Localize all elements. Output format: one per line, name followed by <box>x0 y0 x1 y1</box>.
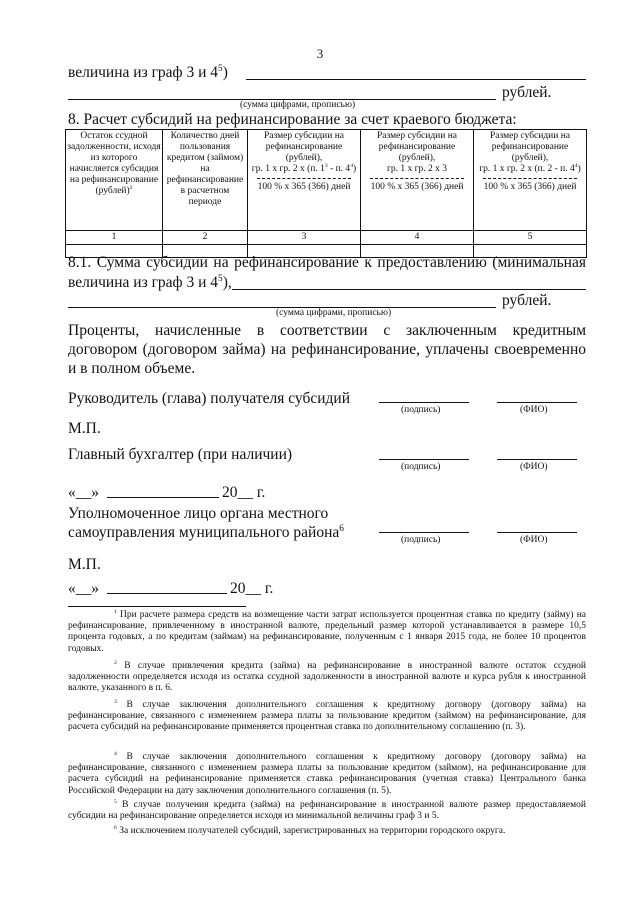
amount-hint: (сумма цифрами, прописью) <box>240 100 356 110</box>
authorized-label-1: Уполномоченное лицо органа местного <box>68 505 329 522</box>
name-hint: (ФИО) <box>520 462 548 472</box>
name-hint: (ФИО) <box>520 405 548 415</box>
table-header-cell: Размер субсидии на рефинансирование (рублей), гр. 1 х гр. 2 х 3 100 % х 365 (366) дней <box>361 130 474 231</box>
table-header-cell: Размер субсидии на рефинансирование (рублей), гр. 1 х гр. 2 х (п. 2 - п. $4^4$) 100 % х 365 (366) дней <box>474 130 587 231</box>
subsidy-table <box>65 129 587 258</box>
signature-hint: (подпись) <box>401 462 441 472</box>
accountant-label: Главный бухгалтер (при наличии) <box>68 446 293 463</box>
authorized-name-line[interactable] <box>497 532 577 533</box>
column-number: 1 <box>66 231 163 245</box>
footnote-4: $^4$ В случае заключения дополнительного соглашения к кредитному договору (договору займа) на рефинансирование, связанного с изменением размера платы за пользование кредитом (займом), на рефинансирование для расчета субсидий на рефинансирование применяется ставка рефинансирования (учетная ставка) Центрального банка Российской Федерации на дату заключения дополнительного соглашения (п. 5). <box>68 750 586 796</box>
footnote-6: $^6$ За исключением получателей субсидий, зарегистрированных на территории городского округа. <box>114 824 506 836</box>
section-8-title: 8. Расчет субсидий на рефинансирование за счет краевого бюджета: <box>68 111 517 128</box>
currency-label: рублей. <box>502 84 552 101</box>
footnote-5: $^5$ В случае получения кредита (займа) на рефинансирование в иностранной валюте размер предоставляемой субсидии на рефинансирование определяется исходя из минимальной величины граф 3 и 5. <box>68 798 586 822</box>
page-number: 3 <box>316 46 324 61</box>
subsidy-amount-hint: (сумма цифрами, прописью) <box>276 308 392 318</box>
authorized-label-2: самоуправления муниципального района$^6$ <box>68 523 344 541</box>
signature-hint: (подпись) <box>401 535 441 545</box>
payment-statement: Проценты, начисленные в соответствии с заключенным кредитным договором (договором займа) на рефинансирование, уплачены своевременно и в полном объеме. <box>68 322 586 377</box>
date-month-line-2[interactable] <box>107 593 227 594</box>
column-number: 2 <box>163 231 248 245</box>
footnote-2: $^2$ В случае привлечения кредита (займа) на рефинансирование в иностранной валюте остаток ссудной задолженности определяется исходя из остатка ссудной задолженности в иностранной валюте и курса рубля к иностранной валюте, указанного в п. 6. <box>68 659 586 694</box>
table-header-cell: Количество дней пользования кредитом (займом) на рефинансирование в расчетном периоде <box>163 130 248 231</box>
table-header-cell: Остаток ссудной задолженности, исходя из которого начисляется субсидия на рефинансирование (рублей)$^2$ <box>66 130 163 231</box>
table-header-cell: Размер субсидии на рефинансирование (рублей), гр. 1 х гр. 2 х (п. $1^3$ - п. $4^4$) 100 % х 365 (366) дней <box>248 130 361 231</box>
stamp-mark: М.П. <box>68 420 101 437</box>
column-number: 4 <box>361 231 474 245</box>
accountant-name-line[interactable] <box>497 459 577 460</box>
column-number: 3 <box>248 231 361 245</box>
authorized-signature-line[interactable] <box>379 532 469 533</box>
footnote-separator <box>68 606 246 607</box>
head-label: Руководитель (глава) получателя субсидий <box>68 390 351 407</box>
head-signature-line[interactable] <box>379 402 469 403</box>
head-name-line[interactable] <box>497 402 577 403</box>
subsidy-amount-line[interactable] <box>232 289 586 290</box>
signature-hint: (подпись) <box>401 405 441 415</box>
date-year: 20__ г. <box>222 484 266 501</box>
currency-label: рублей. <box>502 292 552 309</box>
date-month-line[interactable] <box>107 497 219 498</box>
date-day: «__» <box>68 484 99 501</box>
column-number: 5 <box>474 231 587 245</box>
date-day: «__» <box>68 580 99 597</box>
amount-line[interactable] <box>246 79 586 80</box>
date-year: 20__ г. <box>230 580 274 597</box>
section-81-line2: величина из граф 3 и $4^5$), <box>68 273 232 291</box>
footnote-1: $^1$ При расчете размера средств на возмещение части затрат используется процентная ставка по кредиту (займу) на рефинансирование, привлеченному в иностранной валюте, предельный размер которой устанавливается в размере 10,5 процента годовых, а по кредитам (займам) на рефинансирование, полученным с 1 января 2015 года, не более 10 процентов годовых. <box>68 608 586 654</box>
name-hint: (ФИО) <box>520 535 548 545</box>
top-line-label: величина из граф 3 и $4^5$) <box>68 63 228 81</box>
section-81-line1: 8.1. Сумма субсидии на рефинансирование к предоставлению (минимальная <box>68 254 586 271</box>
footnote-3: $^3$ В случае заключения дополнительного соглашения к кредитному договору (договору займа) на рефинансирование, связанного с изменением размера платы за пользование кредитом (займом) на рефинансирование, для расчета субсидий на рефинансирование применяется процентная ставка по дополнительному соглашению (п. 3). <box>68 698 586 733</box>
stamp-mark: М.П. <box>68 556 101 573</box>
accountant-signature-line[interactable] <box>379 459 469 460</box>
